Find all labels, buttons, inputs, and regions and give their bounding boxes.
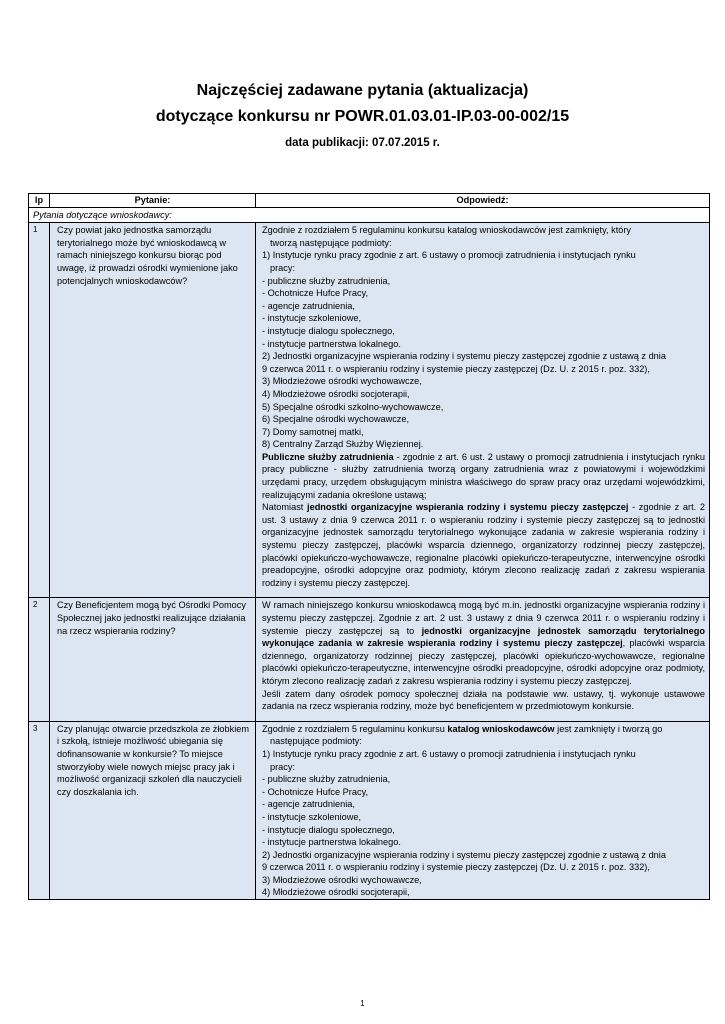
column-header-answer: Odpowiedź: — [256, 194, 710, 208]
column-header-lp: lp — [29, 194, 50, 208]
table-row — [29, 223, 710, 598]
answer-line: 9 czerwca 2011 r. o wspieraniu rodziny i systemie pieczy zastępczej (Dz. U. z 2015 r. poz. 332), — [262, 363, 650, 374]
answer-list-item: - agencje zatrudnienia, — [262, 799, 355, 810]
answer-list-item: 8) Centralny Zarząd Służby Więziennej. — [262, 439, 424, 450]
answer-list-item: 3) Młodzieżowe ośrodki wychowawcze, — [262, 376, 422, 387]
bold-term: jednostki organizacyjne wspierania rodziny i systemu pieczy zastępczej — [307, 502, 629, 513]
answer-line: następujące podmioty: — [270, 736, 362, 747]
answer-cell — [256, 598, 710, 721]
answer-line: 2) Jednostki organizacyjne wspierania rodziny i systemu pieczy zastępczej zgodnie z ustawą z dnia — [262, 849, 666, 860]
bold-term: Publiczne służby zatrudnienia — [262, 451, 394, 462]
answer-cell — [256, 223, 710, 598]
faq-table — [28, 193, 710, 900]
answer-list-item: 4) Młodzieżowe ośrodki socjoterapii, — [262, 388, 410, 399]
answer-paragraph — [262, 451, 705, 501]
page-number: 1 — [360, 999, 365, 1008]
row-number: 3 — [29, 721, 50, 899]
question-cell: Czy planując otwarcie przedszkola ze żłobkiem i szkołą, istnieje możliwość ubiegania się dofinansowanie w konkursie? To miejsce stworzyłoby wiele nowych miejsc pracy jak i możliwość organizacji szkoleń dla nauczycieli czy doszkalania ich. — [50, 721, 256, 899]
paragraph-text: Zgodnie z rozdziałem 5 regulaminu konkursu — [262, 723, 448, 734]
page-title-line-2: dotyczące konkursu nr POWR.01.03.01-IP.03-00-002/15 — [155, 108, 570, 125]
answer-list-item: - instytucje szkoleniowe, — [262, 313, 362, 324]
answer-list-item: - instytucje dialogu społecznego, — [262, 824, 395, 835]
answer-list-item: - publiczne służby zatrudnienia, — [262, 275, 391, 286]
answer-list-item: - Ochotnicze Hufce Pracy, — [262, 786, 369, 797]
answer-list-item: 7) Domy samotnej matki, — [262, 426, 364, 437]
bold-term: jednostki organizacyjne jednostek samorządu terytorialnego wykonujące zadania w zakresie wspierania rodziny i systemu pieczy zastępczej — [262, 625, 706, 649]
answer-cell — [256, 721, 710, 899]
answer-line: Zgodnie z rozdziałem 5 regulaminu konkursu katalog wnioskodawców jest zamknięty, który — [262, 225, 632, 236]
answer-line: 9 czerwca 2011 r. o wspieraniu rodziny i systemie pieczy zastępczej (Dz. U. z 2015 r. poz. 332), — [262, 862, 650, 873]
answer-list-item: - agencje zatrudnienia, — [262, 300, 355, 311]
answer-line: pracy: — [270, 761, 296, 772]
answer-line: 1) Instytucje rynku pracy zgodnie z art. 6 ustawy o promocji zatrudnienia i instytucjach rynku — [262, 250, 636, 261]
answer-line: pracy: — [270, 262, 296, 273]
answer-list-item: - instytucje partnerstwa lokalnego. — [262, 338, 401, 349]
row-number: 1 — [29, 223, 50, 598]
publication-date: data publikacji: 07.07.2015 r. — [285, 137, 440, 149]
answer-list-item: - publiczne służby zatrudnienia, — [262, 774, 391, 785]
answer-list-item: - instytucje szkoleniowe, — [262, 811, 362, 822]
question-cell: Czy powiat jako jednostka samorządu terytorialnego może być wnioskodawcą w ramach niniejszego konkursu biorąc pod uwagę, iż prowadzi ośrodki wymienione jako potencjalnych wnioskodawców? — [50, 223, 256, 598]
answer-line: 1) Instytucje rynku pracy zgodnie z art. 6 ustawy o promocji zatrudnienia i instytucjach rynku — [262, 748, 636, 759]
question-cell: Czy Beneficjentem mogą być Ośrodki Pomocy Społecznej jako jednostki realizujące działania na rzecz wspierania rodziny? — [50, 598, 256, 721]
paragraph-text: , placówki wsparcia dziennego, organizatorzy rodzinnej pieczy zastępczej, placówki opiekuńczo-wychowawcze, regionalne placówki opiekuńczo-terapeutyczne, interwencyjne ośrodki preadopcyjne, ośrodki adopcyjne oraz podmioty, którym zlecono realizację zadań z zakresu wspierania rodziny i systemu pieczy zastępczej. — [262, 638, 705, 686]
answer-list-item: - instytucje dialogu społecznego, — [262, 325, 395, 336]
paragraph-text: - zgodnie z art. 6 ust. 2 ustawy o promocji zatrudnienia i instytucjach rynku pracy publiczne - służby zatrudnienia tworzą organy zatrudnienia wraz z powiatowymi i wojewódzkimi urzędami pracy, urzędem obsługującym ministra właściwego do spraw pracy oraz urzędami wojewódzkimi, realizującymi zadania określone ustawą; — [262, 451, 705, 500]
section-title: Pytania dotyczące wnioskodawcy: — [29, 207, 710, 223]
answer-line — [262, 723, 705, 736]
answer-paragraph — [262, 599, 705, 687]
section-row — [29, 207, 710, 223]
answer-paragraph — [262, 501, 705, 589]
page-title-line-1: Najczęściej zadawane pytania (aktualizacja) — [196, 82, 529, 99]
table-row — [29, 721, 710, 899]
paragraph-text: jest zamknięty i tworzą go — [554, 723, 663, 734]
bold-term: katalog wnioskodawców — [447, 723, 555, 734]
paragraph-text: - zgodnie z art. 2 ust. 3 ustawy z dnia 9 czerwca 2011 r. o wspieraniu rodziny i systemie pieczy zastępczej są to jednostki organizacyjne jednostek samorządu terytorialnego wykonujące zadania w zakresie wspierania rodziny i systemu pieczy zastępczej, placówki wsparcia dziennego, organizatorzy rodzinnej pieczy zastępczej, placówki opiekuńczo-wychowawcze, regionalne placówki opiekuńczo-terapeutyczne, interwencyjne ośrodki preadopcyjne, ośrodki adopcyjne oraz podmioty, którym zlecono realizację zadań z zakresu wspierania rodziny i systemu pieczy zastępczej. — [262, 502, 705, 588]
answer-line: tworzą następujące podmioty: — [270, 237, 392, 248]
answer-list-item: - instytucje partnerstwa lokalnego. — [262, 837, 401, 848]
answer-list-item: 4) Młodzieżowe ośrodki socjoterapii, — [262, 887, 410, 898]
answer-line: 2) Jednostki organizacyjne wspierania rodziny i systemu pieczy zastępczej zgodnie z ustawą z dnia — [262, 351, 666, 362]
table-row — [29, 598, 710, 721]
answer-list-item: 6) Specjalne ośrodki wychowawcze, — [262, 414, 410, 425]
answer-list-item: 3) Młodzieżowe ośrodki wychowawcze, — [262, 874, 422, 885]
column-header-question: Pytanie: — [50, 194, 256, 208]
paragraph-text: W ramach niniejszego konkursu wnioskodawcą mogą być m.in. jednostki organizacyjne wspierania rodziny i systemu pieczy zastępczej. Zgodnie z art. 2 ust. 3 ustawy z dnia 9 czerwca 2011 r. o wspieraniu rodziny i systemie pieczy zastępczej są to — [262, 600, 705, 636]
answer-list-item: - Ochotnicze Hufce Pracy, — [262, 288, 369, 299]
paragraph-text: Natomiast — [262, 502, 308, 513]
row-number: 2 — [29, 598, 50, 721]
table-header-row — [29, 194, 710, 208]
answer-list-item: 5) Specjalne ośrodki szkolno-wychowawcze, — [262, 401, 444, 412]
answer-paragraph: Jeśli zatem dany ośrodek pomocy społecznej działa na podstawie ww. ustawy, tj. wykonuje ustawowe zadania na rzecz wspierania rodziny, może być beneficjentem w przedmiotowym konkursie. — [262, 688, 705, 712]
